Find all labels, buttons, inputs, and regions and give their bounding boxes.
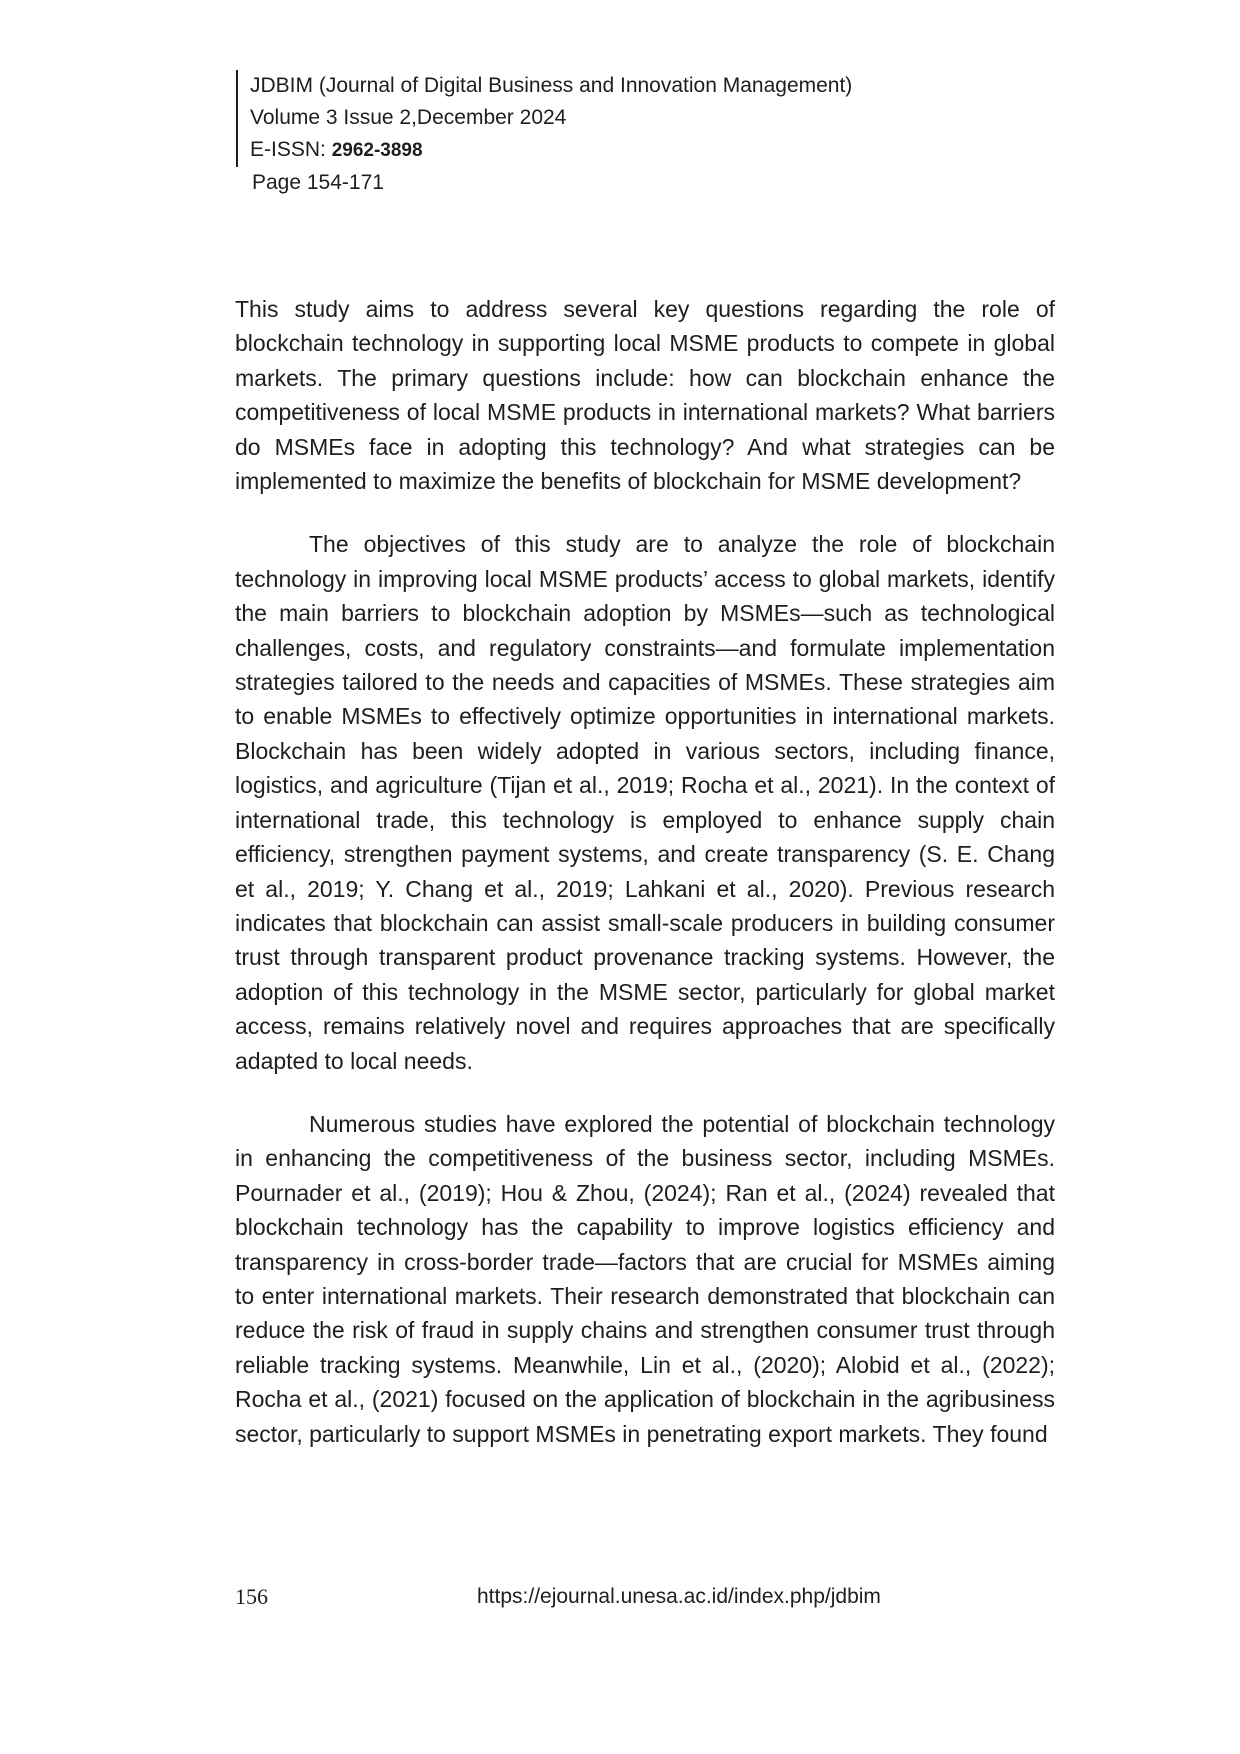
paragraph-research-questions: This study aims to address several key questions regarding the role of blockchain technology in supporting local MSME products to compete in global markets. The primary questions include: how can blockchain enhance the competitiveness of local MSME products in international markets? What barriers do MSMEs face in adopting this technology? And what strategies can be implemented to maximize the benefits of blockchain for MSME development? — [235, 296, 1055, 495]
page-number: 156 — [235, 1584, 268, 1609]
paragraph-prior-studies: Numerous studies have explored the potential of blockchain technology in enhancing the competitiveness of the business sector, including MSMEs. Pournader et al., (2019); Hou & Zhou, (2024); Ran et al., (2024) revealed that blockchain technology has the capability to improve logistics efficiency and transparency in cross-border trade—factors that are crucial for MSMEs aiming to enter international markets. Their research demonstrated that blockchain can reduce the risk of fraud in supply chains and strengthen consumer trust through reliable tracking systems. Meanwhile, Lin et al., (2020); Alobid et al., (2022); Rocha et al., (2021) focused on the application of blockchain in the agribusiness sector, particularly to support MSMEs in penetrating export markets. They found — [235, 1110, 1055, 1447]
page-footer — [235, 1580, 1055, 1614]
journal-header — [236, 70, 853, 194]
journal-title: JDBIM (Journal of Digital Business and Innovation Management) — [250, 74, 853, 97]
issn-label: E-ISSN: — [250, 138, 332, 161]
journal-url: https://ejournal.unesa.ac.id/index.php/jdbim — [477, 1585, 881, 1608]
article-body — [235, 292, 1055, 1480]
journal-issn — [250, 134, 852, 167]
issn-value: 2962-3898 — [331, 140, 423, 161]
paragraph-objectives: The objectives of this study are to analyze the role of blockchain technology in improving local MSME products’ access to global markets, identify the main barriers to blockchain adoption by MSMEs—such as technological challenges, costs, and regulatory constraints—and formulate implementation strategies tailored to the needs and capacities of MSMEs. These strategies aim to enable MSMEs to effectively optimize opportunities in international markets. Blockchain has been widely adopted in various sectors, including finance, logistics, and agriculture (Tijan et al., 2019; Rocha et al., 2021). In the context of international trade, this technology is employed to enhance supply chain efficiency, strengthen payment systems, and create transparency (S. E. Chang et al., 2019; Y. Chang et al., 2019; Lahkani et al., 2020). Previous research indicates that blockchain can assist small-scale producers in building consumer trust through transparent product provenance tracking systems. However, the adoption of this technology in the MSME sector, particularly for global market access, remains relatively novel and requires approaches that are specifically adapted to local needs. — [235, 531, 1055, 1074]
journal-volume: Volume 3 Issue 2,December 2024 — [250, 106, 567, 129]
page-range: Page 154-171 — [252, 171, 384, 194]
